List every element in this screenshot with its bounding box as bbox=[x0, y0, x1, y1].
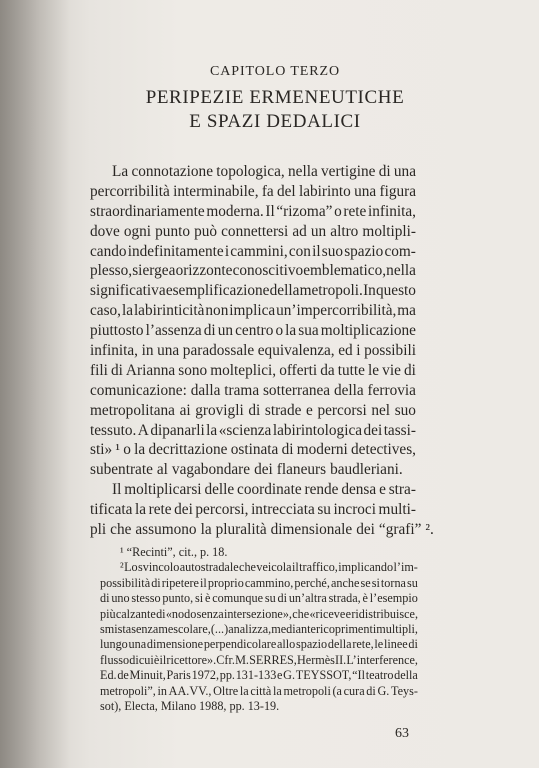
body-line: percorribilità interminabile, fa del labirinto una figura bbox=[90, 182, 416, 200]
body-line: pli che assumono la pluralità dimensionale dei “grafi” ². bbox=[90, 521, 434, 539]
footnote-line: flusso di cui è il ricettore». Cfr. M. SERRES, Hermès II. L’interference, bbox=[100, 652, 418, 667]
chapter-label: CAPITOLO TERZO bbox=[210, 64, 340, 79]
footnote-line: più calzante di «nodo senza intersezione», che «riceve e ridistribuisce, bbox=[100, 606, 418, 621]
footnote-line: lungo una dimensione perpendicolare allo spazio della rete, le linee di bbox=[100, 637, 418, 652]
body-line: piuttosto l’assenza di un centro o la sua moltiplicazione bbox=[90, 322, 416, 340]
binding-shadow bbox=[0, 0, 70, 768]
body-line: Il moltiplicarsi delle coordinate rende densa e stra- bbox=[112, 481, 416, 499]
title-line-2: E SPAZI DEDALICI bbox=[189, 111, 361, 132]
footnotes bbox=[100, 545, 418, 714]
footnote-line: possibilità di ripetere il proprio cammino, perché, anche se si torna su bbox=[100, 575, 418, 590]
body-line: metropolitana ai grovigli di strade e percorsi nel suo bbox=[90, 401, 416, 419]
body-line: infinita, in una paradossale equivalenza, ed i possibili bbox=[90, 342, 416, 360]
footnote-line: di uno stesso punto, si è comunque su di un’altra strada, è l’esempio bbox=[100, 591, 418, 606]
body-line: tificata la rete dei percorsi, intrecciata su incroci multi- bbox=[90, 501, 416, 519]
body-line: sti» ¹ o la decrittazione ostinata di moderni detectives, bbox=[90, 441, 416, 459]
footnote-line: ¹ “Recinti”, cit., p. 18. bbox=[120, 545, 228, 559]
page-number: 63 bbox=[395, 726, 409, 741]
footnote-line: metropoli”, in AA.VV., Oltre la città la metropoli (a cura di G. Teys- bbox=[100, 683, 418, 698]
body-line: caso, la labirinticità non implica un’impercorribilità, ma bbox=[90, 302, 416, 320]
body-line: comunicazione: dalla trama sotterranea della ferrovia bbox=[90, 381, 416, 399]
chapter-title bbox=[100, 86, 450, 134]
body-line: cando indefinitamente i cammini, con il suo spazio com- bbox=[90, 242, 416, 260]
body-line: tessuto. A dipanarli la «scienza labirintologica dei tassi- bbox=[90, 421, 416, 439]
body-text bbox=[90, 162, 434, 540]
footnote-line: sot), Electa, Milano 1988, pp. 13-19. bbox=[100, 698, 280, 713]
footnote-line: smista senza mescolare, (...) analizza, mediante ricoprimenti multipli, bbox=[100, 621, 418, 636]
body-line: straordinariamente moderna. Il “rizoma” o rete infinita, bbox=[90, 202, 416, 220]
body-line: plesso, si erge a orizzonte conoscitivo emblematico, nella bbox=[90, 262, 416, 280]
body-line: dove ogni punto può connettersi ad un altro moltipli- bbox=[90, 222, 416, 240]
body-line: fili di Arianna sono molteplici, offerti da tutte le vie di bbox=[90, 361, 416, 379]
footnote-line: Ed. de Minuit, Paris 1972, pp. 131-133 e G. TEYSSOT, “Il teatro della bbox=[100, 668, 418, 683]
body-line: La connotazione topologica, nella vertigine di una bbox=[112, 163, 416, 180]
title-line-1: PERIPEZIE ERMENEUTICHE bbox=[145, 87, 405, 108]
body-line: significativa esemplificazione della metropoli. In questo bbox=[90, 282, 416, 300]
body-line: subentrate al vagabondare dei flaneurs baudleriani. bbox=[90, 461, 403, 479]
footnote-line: ² Lo svincolo autostradale che veicola il traffico, implicando l’im- bbox=[120, 560, 418, 575]
